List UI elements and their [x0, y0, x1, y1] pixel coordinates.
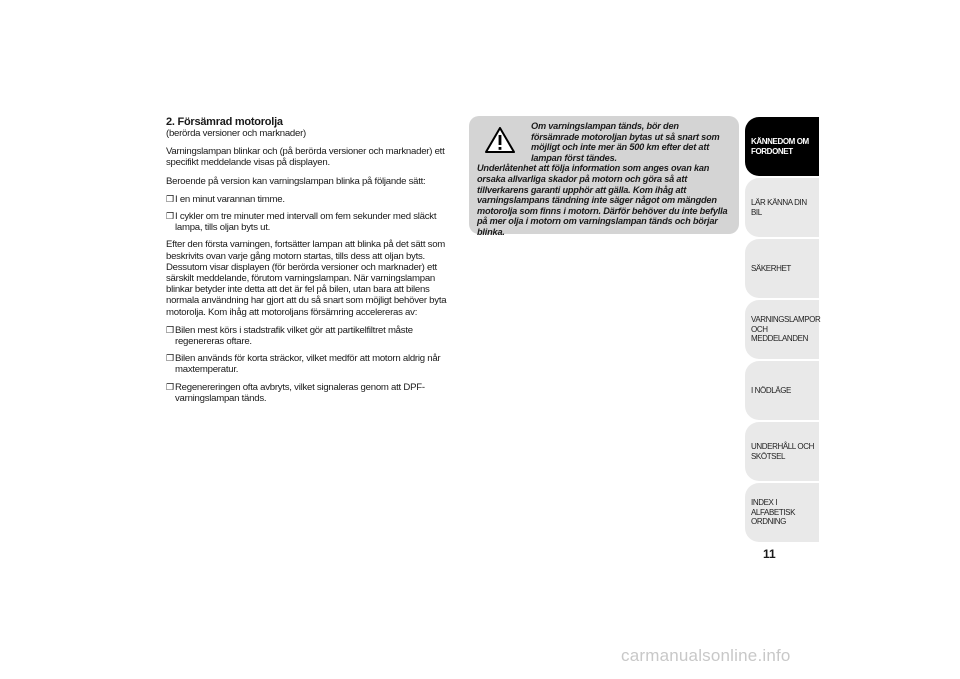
list-item-text: I en minut varannan timme.	[175, 193, 285, 205]
paragraph-3: Efter den första varningen, fortsätter lampan att blinka på det sätt som beskrivits ovan varje gång motorn startas, tills dess att oljan byts. Dessutom visar displayen (för berörda versioner och marknader) ett särskilt meddelande, förutom varningslampan. När varningslampan blinkar betyder inte detta att det är fel på bilen, utan bara att bilens normala användning har gjort att du så snart som möjligt behöver byta motorolja. Kom ihåg att motoroljans försämring accelereras av:	[166, 239, 447, 318]
watermark: carmanualsonline.info	[621, 646, 791, 665]
section-subtitle: (berörda versioner och marknader)	[166, 128, 306, 139]
list-item	[166, 211, 456, 233]
list-item	[166, 325, 456, 347]
list-item	[166, 382, 456, 404]
section-title: 2. Försämrad motorolja	[166, 116, 283, 128]
bullet-box-icon: ❒	[166, 381, 174, 392]
bullet-box-icon: ❒	[166, 211, 174, 222]
list-item	[166, 353, 456, 375]
nav-tab-i-nodlage[interactable]: I NÖDLÄGE	[745, 361, 819, 420]
warning-head-text: Om varningslampan tänds, bör den försämrade motoroljan bytas ut så snart som möjligt och inte mer än 500 km efter det att lampan först tändes.	[531, 121, 720, 163]
list-item-text: Regenereringen ofta avbryts, vilket signaleras genom att DPF-varningslampan tänds.	[175, 381, 425, 404]
nav-tab-lar-kanna-din-bil[interactable]: LÄR KÄNNA DIN BIL	[745, 178, 819, 237]
list-item-text: Bilen används för korta sträckor, vilket medför att motorn aldrig når maxtemperatur.	[175, 353, 441, 376]
list-item-text: I cykler om tre minuter med intervall om fem sekunder med släckt lampa, tills oljan byts ut.	[175, 211, 437, 234]
main-content	[166, 116, 456, 410]
nav-tab-underhall[interactable]: UNDERHÅLL OCH SKÖTSEL	[745, 422, 819, 481]
warning-header	[477, 121, 729, 163]
nav-tab-varningslampor[interactable]: VARNINGSLAMPOR OCH MEDDELANDEN	[745, 300, 819, 359]
page-number: 11	[763, 547, 776, 561]
chapter-nav	[745, 117, 819, 544]
paragraph-1: Varningslampan blinkar och (på berörda versioner och marknader) ett specifikt meddelande visas på displayen.	[166, 146, 445, 169]
paragraph-2: Beroende på version kan varningslampan blinka på följande sätt:	[166, 175, 426, 187]
warning-triangle-icon	[485, 127, 515, 153]
list-item	[166, 194, 456, 205]
nav-tab-sakerhet[interactable]: SÄKERHET	[745, 239, 819, 298]
nav-tab-index[interactable]: INDEX I ALFABETISK ORDNING	[745, 483, 819, 542]
warning-body-text: Underlåtenhet att följa information som anges ovan kan orsaka allvarliga skador på motorn och göra så att tillverkarens garanti upphör att gälla. Kom ihåg att varningslampans tändning inte säger något om mängden motorolja som finns i motorn. Därför behöver du inte befylla på mer olja i motorn om varningslampan tänds och börjar blinka.	[477, 163, 728, 237]
warning-box	[469, 116, 739, 237]
bullet-box-icon: ❒	[166, 353, 174, 364]
bullet-box-icon: ❒	[166, 193, 174, 204]
list-item-text: Bilen mest körs i stadstrafik vilket gör att partikelfiltret måste regenereras oftare.	[175, 324, 413, 348]
bullet-box-icon: ❒	[166, 324, 174, 335]
nav-tab-kannedom-om-fordonet[interactable]: KÄNNEDOM OM FORDONET	[745, 117, 819, 176]
